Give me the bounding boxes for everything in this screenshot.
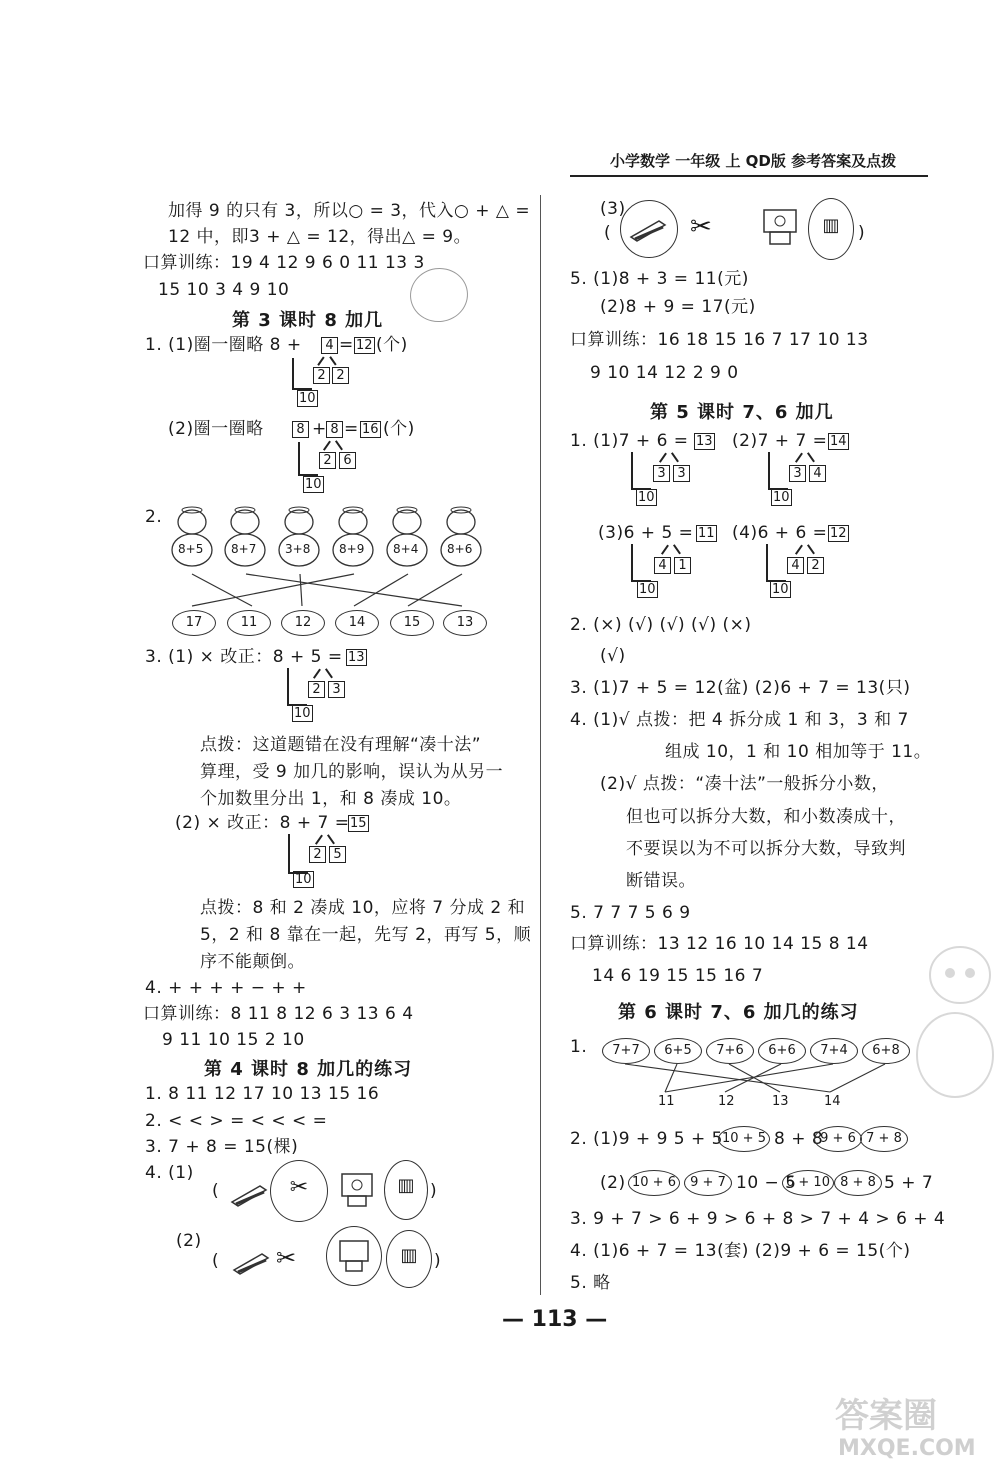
practice-2: 2. < < > = < < < =	[145, 1111, 328, 1131]
cartoon-card	[329, 502, 377, 572]
answer-oval: 12	[281, 610, 325, 636]
oral-training-4: 口算训练：13 12 16 10 14 15 8 14	[570, 934, 869, 954]
split-line	[659, 453, 667, 463]
card-label: 8+5	[178, 542, 204, 556]
target-number: 14	[824, 1094, 841, 1109]
expression-oval: 7+6	[706, 1038, 754, 1064]
split-line	[327, 835, 335, 845]
b4-text: 4. (1)6 + 7 = 13(套) (2)9 + 6 = 15(个)	[570, 1241, 911, 1261]
a1-3-text: (3)6 + 5 =	[598, 523, 694, 543]
tip-2-line-c: 序不能颠倒。	[200, 952, 305, 972]
q3-2-text: (2) × 改正：8 + 7 =	[175, 813, 350, 833]
split-line	[288, 834, 290, 872]
pen-holder-icon	[808, 198, 854, 260]
split-line	[298, 442, 300, 474]
oral-training-3b: 9 10 14 12 2 9 0	[590, 363, 739, 383]
split-line	[807, 545, 815, 555]
practice-1: 1. 8 11 12 17 10 13 15 16	[145, 1084, 380, 1104]
answer-oval: 15	[390, 610, 434, 636]
unit-label: (个)	[383, 419, 415, 439]
cartoon-card	[275, 502, 323, 572]
a1-2-text: (2)7 + 7 =	[732, 431, 828, 451]
mascot-icon	[905, 925, 995, 1105]
answer-box: 10	[299, 391, 316, 406]
oral-training-2b: 9 11 10 15 2 10	[162, 1030, 305, 1050]
answer-oval: 14	[335, 610, 379, 636]
answer-box: 2	[308, 681, 325, 698]
pen-holder-icon	[386, 1230, 432, 1288]
oral-training-4b: 14 6 19 15 15 16 7	[592, 966, 764, 986]
answer-box: 14	[830, 434, 847, 449]
a2-text-b: (√)	[600, 646, 626, 666]
stapler-icon	[620, 200, 678, 258]
open-paren: (	[212, 1251, 220, 1271]
q4-text: 4. + + + + − + +	[145, 978, 307, 998]
answer-box: 11	[698, 526, 715, 541]
tip-1-line-c: 个加数里分出 1，和 8 凑成 10。	[200, 789, 462, 809]
answer-oval: 6 + 10	[782, 1170, 834, 1196]
equals-sign: =	[339, 335, 354, 355]
answer-box: 4	[787, 557, 804, 574]
a1-1-text: 1. (1)7 + 6 =	[570, 431, 689, 451]
answer-oval: 9 + 6	[814, 1126, 862, 1152]
watermark-logo: 答案圈	[835, 1396, 937, 1436]
answer-box: 12	[356, 338, 373, 353]
r5-line-1: 5. (1)8 + 3 = 11(元)	[570, 269, 749, 289]
answer-box: 2	[807, 557, 824, 574]
split-line	[795, 453, 803, 463]
scissors-icon: ✂	[690, 212, 712, 242]
oral-training-2: 口算训练：8 11 8 12 6 3 13 6 4	[143, 1004, 414, 1024]
answer-box: 10	[295, 872, 312, 887]
a5-text: 5. 7 7 7 5 6 9	[570, 903, 691, 923]
practice-4-2: (2)	[176, 1231, 202, 1251]
target-number: 12	[718, 1094, 735, 1109]
answer-box: 10	[638, 490, 655, 505]
b2-2-mid: 10 − 5	[736, 1173, 797, 1193]
oral-training-3: 口算训练：16 18 15 16 7 17 10 13	[570, 330, 869, 350]
a4-2-text-d: 断错误。	[626, 871, 696, 891]
a3-text: 3. (1)7 + 5 = 12(盆) (2)6 + 7 = 13(只)	[570, 678, 911, 698]
card-label: 3+8	[285, 542, 311, 556]
scissors-icon: ✂	[276, 1244, 297, 1272]
answer-oval: 11	[227, 610, 271, 636]
close-paren: )	[434, 1251, 442, 1271]
q1-2-text: (2)圈一圈略	[168, 419, 264, 439]
tip-2-line-a: 点拨：8 和 2 凑成 10，应将 7 分成 2 和	[200, 898, 526, 918]
plus-sign: +	[312, 419, 327, 439]
split-line	[317, 356, 324, 365]
intro-line-1: 加得 9 的只有 3，所以○ = 3，代入○ + △ =	[168, 201, 531, 221]
open-paren: (	[212, 1181, 220, 1201]
answer-box: 3	[673, 465, 690, 482]
expression-oval: 6+6	[758, 1038, 806, 1064]
q3-1-text: 3. (1) × 改正：8 + 5 =	[145, 647, 343, 667]
expression-oval: 7+7	[602, 1038, 650, 1064]
answer-box: 5	[329, 846, 346, 863]
answer-box: 2	[319, 452, 336, 469]
close-paren: )	[858, 223, 866, 243]
close-paren: )	[430, 1181, 438, 1201]
answer-box: 10	[305, 477, 322, 492]
scissors-glyph: ✂	[289, 1175, 309, 1200]
q2-label: 2.	[145, 507, 163, 527]
answer-box: 2	[313, 367, 330, 384]
a1-4-text: (4)6 + 6 =	[732, 523, 828, 543]
split-line	[287, 668, 289, 704]
a4-2-text: (2)√ 点拨：“凑十法”一般拆分小数，	[600, 774, 889, 794]
expression-oval: 7+4	[810, 1038, 858, 1064]
lesson3-title: 第 3 课时 8 加几	[232, 310, 384, 331]
sharpener-icon	[334, 1168, 380, 1212]
a4-1-text: 4. (1)√ 点拨：把 4 拆分成 1 和 3，3 和 7	[570, 710, 909, 730]
a4-2-text-b: 但也可以拆分大数，和小数凑成十，	[626, 807, 906, 827]
card-label: 8+9	[339, 542, 365, 556]
expression-oval: 6+5	[654, 1038, 702, 1064]
a4-1-text-b: 组成 10，1 和 10 相加等于 11。	[665, 742, 932, 762]
practice-3: 3. 7 + 8 = 15(棵)	[145, 1137, 299, 1157]
split-line	[325, 669, 333, 679]
header-rule	[570, 175, 928, 177]
sharpener-icon	[326, 1226, 382, 1286]
answer-box: 4	[809, 465, 826, 482]
cartoon-card	[221, 502, 269, 572]
b5-text: 5. 略	[570, 1273, 611, 1293]
split-line	[671, 453, 679, 463]
split-line	[315, 835, 323, 845]
b2-2-text: (2)	[600, 1173, 626, 1193]
lesson5-title: 第 5 课时 7、6 加几	[650, 402, 834, 423]
split-line	[323, 441, 331, 451]
column-divider	[540, 195, 541, 1295]
answer-box: 2	[309, 846, 326, 863]
lesson6-title: 第 6 课时 7、6 加几的练习	[618, 1002, 859, 1023]
open-paren: (	[604, 223, 612, 243]
pen-holder-icon	[384, 1160, 428, 1220]
answer-box: 6	[339, 452, 356, 469]
page-header: 小学数学 一年级 上 QD版 参考答案及点拨	[610, 152, 897, 170]
answer-box: 15	[350, 816, 367, 831]
split-line	[292, 358, 294, 388]
answer-box: 10	[639, 582, 656, 597]
b1-label: 1.	[570, 1037, 588, 1057]
split-line	[335, 441, 343, 451]
split-line	[766, 544, 768, 580]
a2-text: 2. (×) (√) (√) (√) (×)	[570, 615, 752, 635]
card-label: 8+4	[393, 542, 419, 556]
expression-oval: 6+8	[862, 1038, 910, 1064]
answer-oval: 13	[443, 610, 487, 636]
oral-training-1b: 15 10 3 4 9 10	[158, 280, 290, 300]
answer-oval: 17	[172, 610, 216, 636]
pen-holder-glyph: ▥	[822, 215, 840, 236]
answer-oval: 7 + 8	[860, 1126, 908, 1152]
answer-box: 13	[696, 434, 713, 449]
split-line	[631, 544, 633, 580]
target-number: 13	[772, 1094, 789, 1109]
split-line	[661, 545, 669, 555]
answer-box: 8	[292, 421, 309, 438]
answer-box: 4	[654, 557, 671, 574]
scissors-icon	[270, 1160, 328, 1222]
answer-box: 16	[362, 422, 379, 437]
tip-2-line-b: 5，2 和 8 靠在一起，先写 2，再写 5，顺	[200, 925, 532, 945]
matching-lines	[600, 1062, 920, 1096]
tip-1-line-b: 算理，受 9 加几的影响，误认为从另一	[200, 762, 504, 782]
matching-lines	[170, 570, 490, 610]
practice-4-1: 4. (1)	[145, 1163, 194, 1183]
answer-box: 10	[773, 490, 790, 505]
split-line	[673, 545, 681, 555]
tip-1-line-a: 点拨：这道题错在没有理解“凑十法”	[200, 735, 482, 755]
split-line	[768, 452, 770, 488]
answer-oval: 10 + 6	[628, 1170, 680, 1196]
answer-box: 2	[332, 367, 349, 384]
oral-training-1: 口算训练：19 4 12 9 6 0 11 13 3	[143, 253, 425, 273]
answer-oval: 10 + 5	[718, 1126, 770, 1152]
page-number: — 113 —	[502, 1307, 608, 1332]
answer-box: 10	[772, 582, 789, 597]
answer-box: 13	[348, 650, 365, 665]
r3-label: (3)	[600, 199, 626, 219]
answer-box: 4	[321, 337, 338, 354]
split-line	[631, 452, 633, 488]
answer-box: 8	[326, 421, 343, 438]
b2-2-end: 5 + 7	[884, 1173, 934, 1193]
intro-line-2: 12 中，即3 + △ = 12，得出△ = 9。	[168, 227, 472, 247]
answer-box: 3	[653, 465, 670, 482]
watermark-text: MXQE.COM	[838, 1436, 976, 1461]
a4-2-text-c: 不要误以为不可以拆分大数，导致判	[626, 839, 906, 859]
cartoon-card	[383, 502, 431, 572]
split-line	[329, 356, 336, 365]
cartoon-card	[168, 502, 216, 572]
pen-holder-glyph: ▥	[397, 1175, 415, 1196]
q1-1-text: 1. (1)圈一圈略 8 +	[145, 335, 302, 355]
answer-box: 3	[789, 465, 806, 482]
answer-box: 12	[830, 526, 847, 541]
split-line	[795, 545, 803, 555]
stapler-icon	[232, 1246, 272, 1280]
target-number: 11	[658, 1094, 675, 1109]
sharpener-icon	[758, 204, 804, 252]
answer-box: 3	[328, 681, 345, 698]
b2-1-text: 2. (1)9 + 9 5 + 5	[570, 1129, 723, 1149]
unit-label: (个)	[376, 335, 408, 355]
equals-sign: =	[344, 419, 359, 439]
answer-box: 1	[674, 557, 691, 574]
stapler-icon	[230, 1178, 270, 1212]
split-line	[313, 669, 321, 679]
lesson4-title: 第 4 课时 8 加几的练习	[204, 1059, 413, 1080]
answer-oval: 9 + 7	[684, 1170, 732, 1196]
pen-holder-glyph: ▥	[400, 1245, 418, 1266]
answer-oval: 8 + 8	[834, 1170, 882, 1196]
b2-1-mid: 8 + 8	[774, 1129, 824, 1149]
b3-text: 3. 9 + 7 > 6 + 9 > 6 + 8 > 7 + 4 > 6 + 4	[570, 1209, 946, 1229]
r5-line-2: (2)8 + 9 = 17(元)	[600, 297, 756, 317]
answer-box: 10	[294, 706, 311, 721]
cartoon-card	[437, 502, 485, 572]
split-line	[807, 453, 815, 463]
card-label: 8+6	[447, 542, 473, 556]
card-label: 8+7	[231, 542, 257, 556]
